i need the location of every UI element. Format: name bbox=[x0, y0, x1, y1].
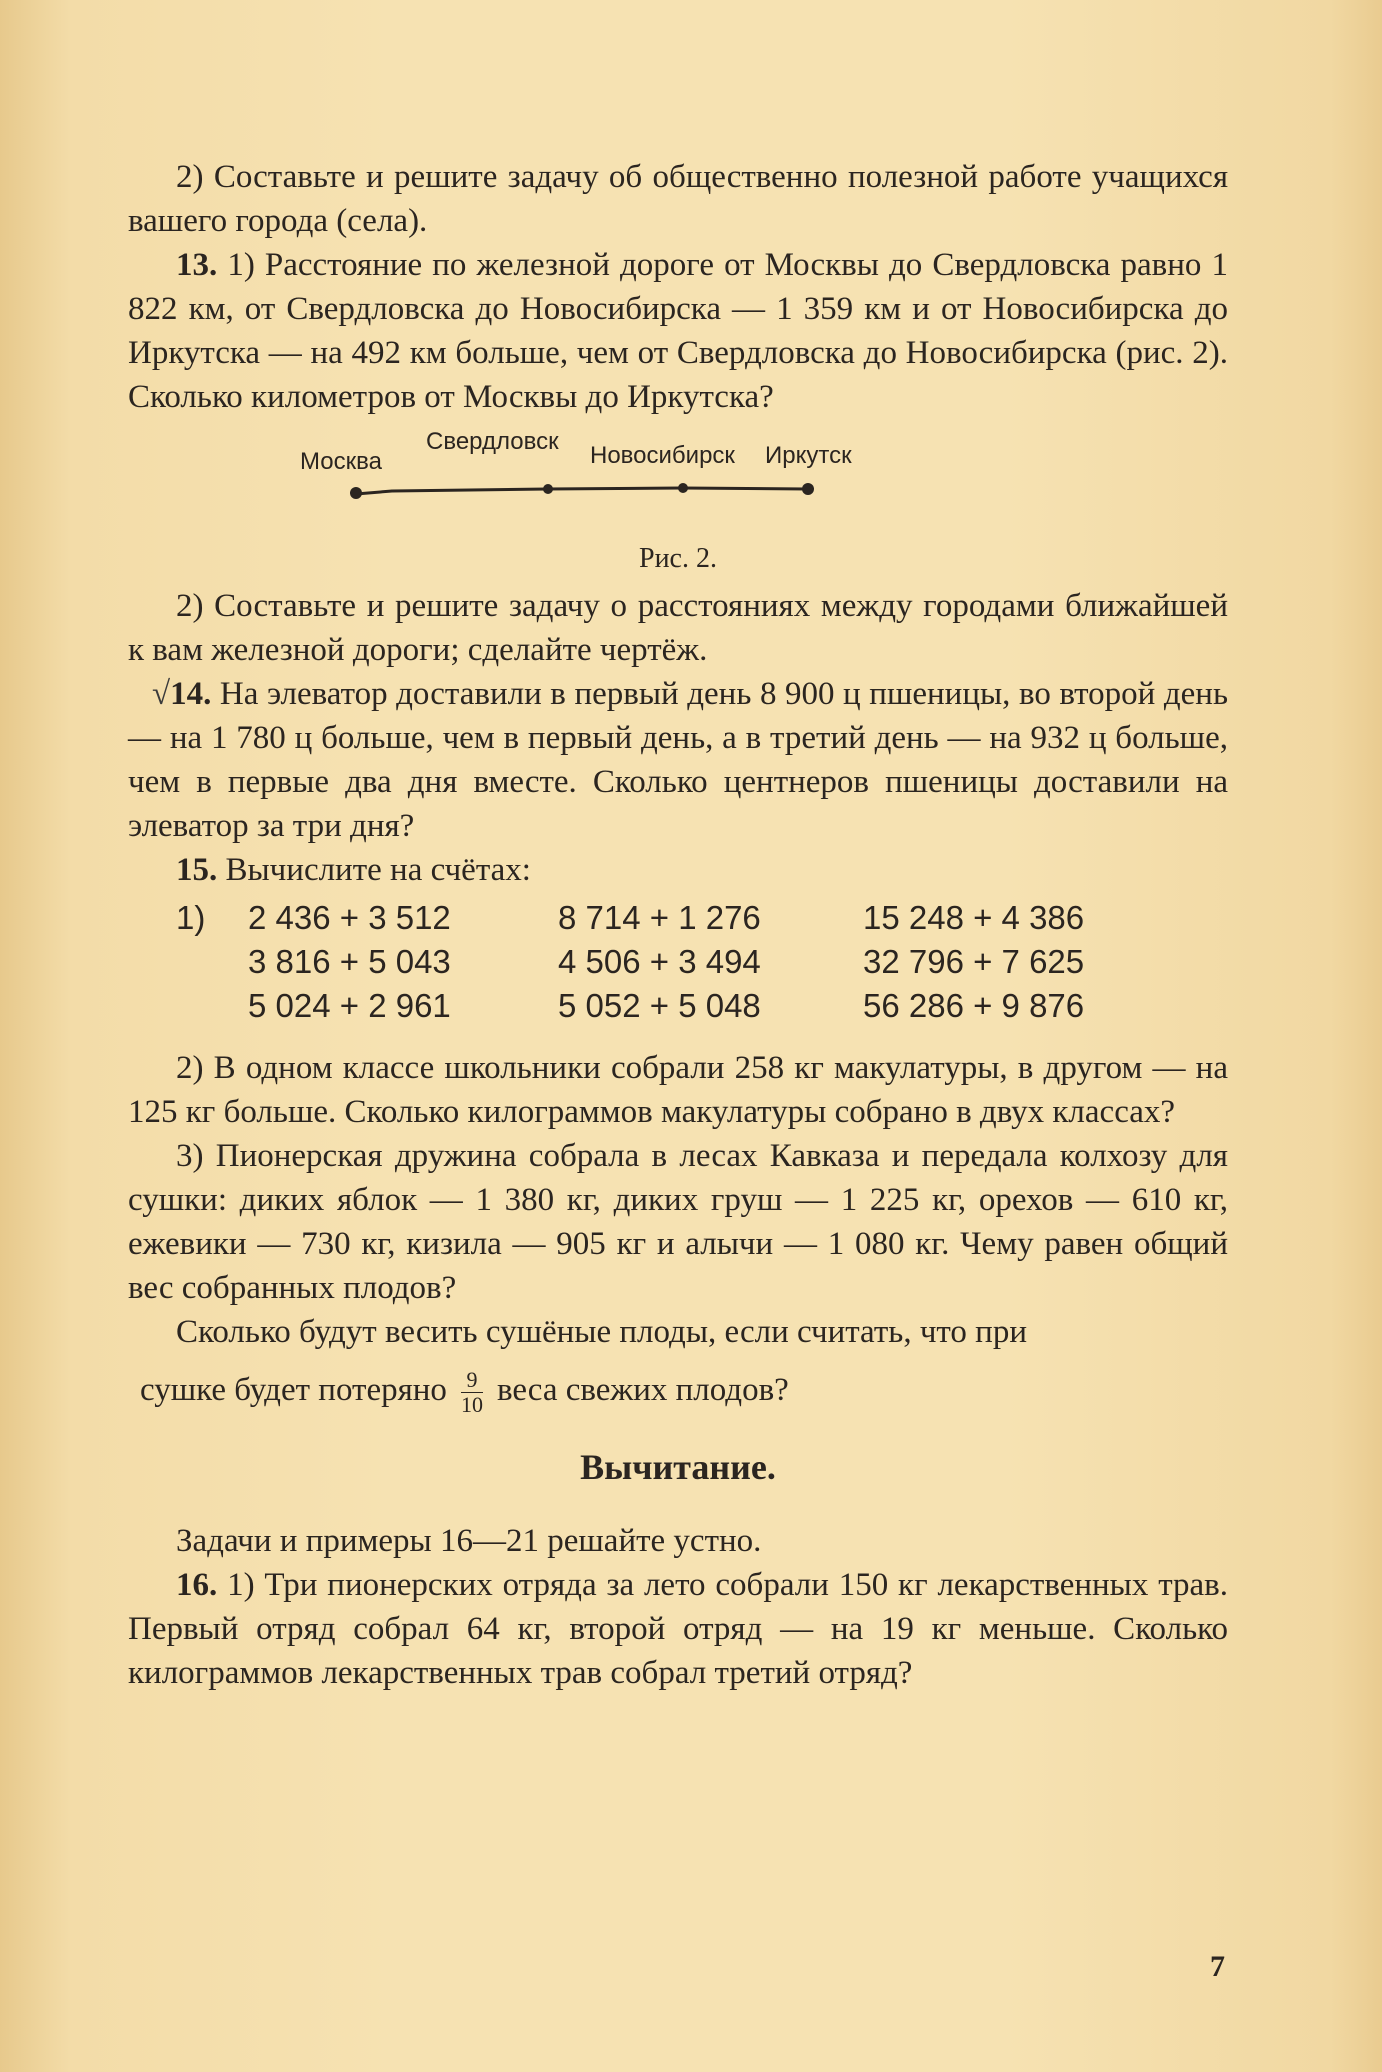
exercise-item: 56 286 + 9 876 bbox=[863, 987, 1085, 1024]
paragraph-task-16 bbox=[128, 1563, 1228, 1695]
task-text: 1) Три пионерских отряда за лето собрали 150 кг лекарственных трав. Первый отряд собрал 64 кг, второй отряд — на 19 кг меньше. Сколько килограммов лекарственных трав собрал третий отряд? bbox=[128, 1567, 1228, 1691]
paragraph-task-15 bbox=[128, 848, 1228, 892]
figure-caption: Рис. 2. bbox=[639, 543, 717, 574]
check-mark: √ bbox=[152, 676, 171, 712]
exercise-item: 2 436 + 3 512 bbox=[248, 899, 451, 936]
task-text: Вычислите на счётах: bbox=[217, 852, 531, 888]
station-sverdlovsk bbox=[543, 484, 553, 494]
paragraph-fraction-line bbox=[128, 1368, 1228, 1417]
task-number: 13. bbox=[176, 247, 218, 283]
paragraph-task-15-3: 3) Пионерская дружина собрала в лесах Кавказа и передала колхозу для сушки: диких яблок — 1 380 кг, диких груш — 1 225 кг, орехов — 610 кг, ежевики — 730 кг, кизила — 905 кг и алычи — 1 080 кг. Чему равен общий вес собранных плодов? bbox=[128, 1138, 1228, 1306]
city-label-novosibirsk: Новосибирск bbox=[590, 442, 735, 469]
task-text: На элеватор доставили в первый день 8 900 ц пшеницы, во второй день — на 1 780 ц больше, чем в первый день, а в третий день — на 932 ц больше, чем в первые два дня вместе. Сколько центнеров пшеницы доставили на элеватор за три дня? bbox=[128, 676, 1228, 844]
exercise-item: 8 714 + 1 276 bbox=[558, 899, 761, 936]
railway-diagram bbox=[128, 419, 1228, 539]
task-text: 1) Расстояние по железной дороге от Москвы до Свердловска равно 1 822 км, от Свердловска до Новосибирска — 1 359 км и от Новосибирска до Иркутска — на 492 км больше, чем от Свердловска до Новосибирска (рис. 2). Сколько километров от Москвы до Иркутска? bbox=[128, 247, 1228, 415]
paragraph-task-14 bbox=[128, 672, 1228, 848]
page-number: 7 bbox=[1210, 1950, 1225, 1983]
fraction bbox=[461, 1368, 483, 1417]
exercise-item: 3 816 + 5 043 bbox=[248, 943, 451, 980]
railway-figure bbox=[128, 419, 1228, 584]
fraction-numerator: 9 bbox=[466, 1367, 478, 1392]
paragraph-task-13-1 bbox=[128, 243, 1228, 419]
task-number: 14. bbox=[170, 676, 212, 712]
exercise-item: 15 248 + 4 386 bbox=[863, 899, 1085, 936]
text-after-fraction: веса свежих плодов? bbox=[496, 1372, 789, 1409]
addition-exercises bbox=[128, 896, 1228, 1046]
city-label-moskva: Москва bbox=[300, 448, 382, 475]
page-text bbox=[128, 155, 1228, 1695]
city-label-sverdlovsk: Свердловск bbox=[426, 428, 559, 455]
station-irkutsk bbox=[802, 483, 814, 495]
exercise-column-1 bbox=[248, 896, 451, 1028]
exercise-item: 5 024 + 2 961 bbox=[248, 987, 451, 1024]
text-before-fraction: сушке будет потеряно bbox=[140, 1372, 447, 1409]
task-number: 15. bbox=[176, 852, 218, 888]
railway-line bbox=[356, 488, 807, 494]
city-label-irkutsk: Иркутск bbox=[765, 442, 852, 469]
station-novosibirsk bbox=[678, 483, 688, 493]
exercise-item: 4 506 + 3 494 bbox=[558, 943, 761, 980]
station-moskva bbox=[350, 487, 362, 499]
exercise-column-2 bbox=[558, 896, 761, 1028]
paragraph-task-15-3-question: Сколько будут весить сушёные плоды, если считать, что при bbox=[176, 1314, 1027, 1350]
exercise-label: 1) bbox=[176, 899, 206, 936]
fraction-denominator: 10 bbox=[460, 1392, 483, 1417]
paragraph-instructions: Задачи и примеры 16—21 решайте устно. bbox=[176, 1523, 762, 1559]
task-number: 16. bbox=[176, 1567, 218, 1603]
paragraph-task-13-2: 2) Составьте и решите задачу о расстояниях между городами ближайшей к вам железной дороги; сделайте чертёж. bbox=[128, 588, 1228, 668]
section-title: Вычитание. bbox=[580, 1447, 776, 1487]
exercise-column-3 bbox=[863, 896, 1084, 1028]
paragraph-task-12-2: 2) Составьте и решите задачу об общественно полезной работе учащихся вашего города (села). bbox=[128, 159, 1228, 239]
exercise-item: 5 052 + 5 048 bbox=[558, 987, 761, 1024]
paragraph-task-15-2: 2) В одном классе школьники собрали 258 кг макулатуры, в другом — на 125 кг больше. Сколько килограммов макулатуры собрано в двух классах? bbox=[128, 1050, 1228, 1130]
exercise-item: 32 796 + 7 625 bbox=[863, 943, 1085, 980]
